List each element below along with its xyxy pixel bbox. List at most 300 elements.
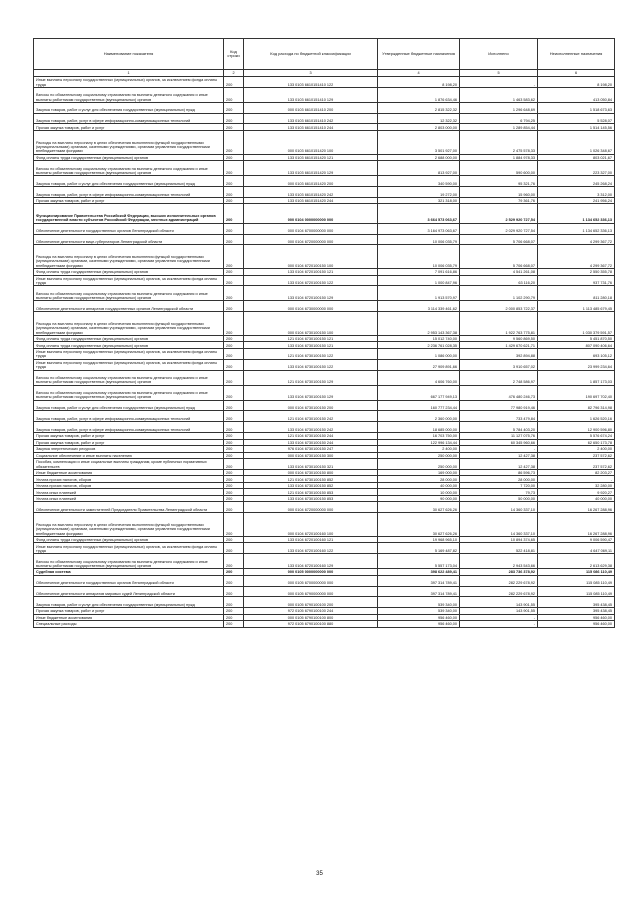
approved-amount-cell: 2 803 000,00 bbox=[378, 124, 460, 131]
indicator-name-cell: Прочая закупка товаров, работ и услуг bbox=[34, 433, 224, 440]
remaining-amount-cell: 16 267 288,96 bbox=[538, 502, 615, 513]
executed-amount-cell: 392 894,88 bbox=[460, 348, 538, 359]
approved-amount-cell: 12 322,32 bbox=[378, 113, 460, 124]
column-number: 6 bbox=[538, 70, 615, 77]
table-row bbox=[34, 597, 615, 608]
budget-code-cell: 000 0105 6790100100 800 bbox=[244, 614, 378, 621]
remaining-amount-cell: 237 572,62 bbox=[538, 452, 615, 459]
budget-code-cell: 133 0103 6610151420 242 bbox=[244, 187, 378, 198]
budget-code-cell: 133 0104 6720100160 122 bbox=[244, 543, 378, 554]
executed-amount-cell: 1 102 290,79 bbox=[460, 286, 538, 301]
table-row bbox=[34, 176, 615, 187]
table-row bbox=[34, 513, 615, 537]
line-code-cell: 200 bbox=[224, 400, 244, 411]
executed-amount-cell: 15 960,00 bbox=[460, 187, 538, 198]
line-code-cell: 200 bbox=[224, 312, 244, 336]
header-line-code: Код строки bbox=[224, 39, 244, 70]
indicator-name-cell: Обеспечение деятельности государственных органов Ленинградской области bbox=[34, 575, 224, 586]
report-sheet bbox=[33, 38, 614, 628]
column-number: 4 bbox=[378, 70, 460, 77]
indicator-name-cell: Закупка товаров, работ, услуг в сфере информационно-коммуникационных технологий bbox=[34, 187, 224, 198]
line-code-cell: 200 bbox=[224, 124, 244, 131]
executed-amount-cell: - bbox=[460, 614, 538, 621]
table-row bbox=[34, 543, 615, 554]
remaining-amount-cell: 190 697 702,40 bbox=[538, 385, 615, 400]
budget-code-cell: 000 0104 6730100150 800 bbox=[244, 469, 378, 476]
approved-amount-cell: 1 913 570,97 bbox=[378, 286, 460, 301]
remaining-amount-cell: 395 438,45 bbox=[538, 597, 615, 608]
approved-amount-cell: 90 000,00 bbox=[378, 495, 460, 502]
remaining-amount-cell: 413 050,84 bbox=[538, 87, 615, 102]
header-executed: Исполнено bbox=[460, 39, 538, 70]
executed-amount-cell: 86 596,73 bbox=[460, 469, 538, 476]
indicator-name-cell: Прочая закупка товаров, работ и услуг bbox=[34, 197, 224, 204]
line-code-cell: 200 bbox=[224, 130, 244, 154]
line-code-cell: 200 bbox=[224, 161, 244, 176]
remaining-amount-cell: 8 198,20 bbox=[538, 77, 615, 88]
indicator-name-cell: Обеспечение деятельности аппаратов мировых судей Ленинградской области bbox=[34, 586, 224, 597]
line-code-cell: 200 bbox=[224, 204, 244, 223]
budget-code-cell: 133 0104 6720100150 121 bbox=[244, 269, 378, 276]
indicator-name-cell: Иные бюджетные ассигнования bbox=[34, 614, 224, 621]
line-code-cell: 200 bbox=[224, 154, 244, 161]
budget-code-cell: 000 0104 0000000000 000 bbox=[244, 204, 378, 223]
budget-code-cell: 121 0104 6730100150 129 bbox=[244, 370, 378, 385]
executed-amount-cell: 2 029 920 727,54 bbox=[460, 223, 538, 234]
budget-code-cell: 133 0104 6730100150 122 bbox=[244, 359, 378, 370]
remaining-amount-cell: 241 956,24 bbox=[538, 197, 615, 204]
remaining-amount-cell: 115 085 110,49 bbox=[538, 575, 615, 586]
line-code-cell: 200 bbox=[224, 223, 244, 234]
indicator-name-cell: Социальное обеспечение и иные выплаты населению bbox=[34, 452, 224, 459]
remaining-amount-cell: 2 550 355,78 bbox=[538, 269, 615, 276]
line-code-cell: 200 bbox=[224, 597, 244, 608]
executed-amount-cell: 2 475 578,33 bbox=[460, 130, 538, 154]
budget-code-cell: 972 0105 6790100100 880 bbox=[244, 621, 378, 628]
table-row bbox=[34, 77, 615, 88]
table-row bbox=[34, 286, 615, 301]
line-code-cell: 200 bbox=[224, 575, 244, 586]
indicator-name-cell: Закупка товаров, работ, услуг в сфере информационно-коммуникационных технологий bbox=[34, 422, 224, 433]
remaining-amount-cell: 115 085 110,49 bbox=[538, 586, 615, 597]
remaining-amount-cell: 5 451 870,50 bbox=[538, 335, 615, 342]
line-code-cell: 200 bbox=[224, 87, 244, 102]
budget-code-cell: 000 0104 6720000000 000 bbox=[244, 234, 378, 245]
page-number: 35 bbox=[316, 871, 323, 877]
remaining-amount-cell: 1 514 145,56 bbox=[538, 124, 615, 131]
table-row bbox=[34, 87, 615, 102]
table-row bbox=[34, 459, 615, 470]
executed-amount-cell: 12 427,38 bbox=[460, 452, 538, 459]
executed-amount-cell: - bbox=[460, 77, 538, 88]
indicator-name-cell: Прочая закупка товаров, работ и услуг bbox=[34, 608, 224, 615]
executed-amount-cell: 50 000,00 bbox=[460, 495, 538, 502]
remaining-amount-cell: 9 920,27 bbox=[538, 489, 615, 496]
table-row bbox=[34, 348, 615, 359]
indicator-name-cell: Закупка товаров, работ, услуг в сфере информационно-коммуникационных технологий bbox=[34, 411, 224, 422]
budget-code-cell: 000 0104 6720100150 100 bbox=[244, 245, 378, 269]
executed-amount-cell: 1 922 763 775,81 bbox=[460, 312, 538, 336]
remaining-amount-cell: 4 299 367,72 bbox=[538, 234, 615, 245]
executed-amount-cell: 1 463 583,62 bbox=[460, 87, 538, 102]
line-code-cell: 200 bbox=[224, 614, 244, 621]
approved-amount-cell: 18 685 000,00 bbox=[378, 422, 460, 433]
line-code-cell: 200 bbox=[224, 113, 244, 124]
table-row bbox=[34, 154, 615, 161]
approved-amount-cell: 10 000,00 bbox=[378, 489, 460, 496]
remaining-amount-cell: - bbox=[538, 476, 615, 483]
line-code-cell: 200 bbox=[224, 569, 244, 576]
executed-amount-cell: 79,73 bbox=[460, 489, 538, 496]
table-row bbox=[34, 554, 615, 569]
approved-amount-cell: 15 012 740,00 bbox=[378, 335, 460, 342]
executed-amount-cell: - bbox=[460, 621, 538, 628]
line-code-cell: 200 bbox=[224, 554, 244, 569]
table-row bbox=[34, 275, 615, 286]
indicator-name-cell: Взносы по обязательному социальному страхованию на выплаты денежного содержания и иные выплаты работникам государственных (муниципальных) органов bbox=[34, 161, 224, 176]
table-row bbox=[34, 422, 615, 433]
indicator-name-cell: Закупка товаров, работ и услуг для обеспечения государственных (муниципальных) нужд bbox=[34, 102, 224, 113]
indicator-name-cell: Обеспечение деятельности вице-губернаторов Ленинградской области bbox=[34, 234, 224, 245]
indicator-name-cell: Расходы на выплаты персоналу в целях обеспечения выполнения функций государственными (муниципальными) органами, казенными учреждениями, органами управления государственными внебюджетными фондами bbox=[34, 130, 224, 154]
indicator-name-cell: Судебная система bbox=[34, 569, 224, 576]
approved-amount-cell: 340 590,00 bbox=[378, 176, 460, 187]
approved-amount-cell: 28 000,00 bbox=[378, 476, 460, 483]
indicator-name-cell: Иные выплаты персоналу государственных (муниципальных) органов, за исключением фонда оплаты труда bbox=[34, 348, 224, 359]
indicator-name-cell: Прочая закупка товаров, работ и услуг bbox=[34, 124, 224, 131]
indicator-name-cell: Закупка товаров, работ, услуг в сфере информационно-коммуникационных технологий bbox=[34, 113, 224, 124]
budget-code-cell: 976 0104 6730100150 247 bbox=[244, 446, 378, 453]
executed-amount-cell: - bbox=[460, 446, 538, 453]
remaining-amount-cell: 223 327,00 bbox=[538, 161, 615, 176]
remaining-amount-cell: 811 280,18 bbox=[538, 286, 615, 301]
line-code-cell: 200 bbox=[224, 452, 244, 459]
indicator-name-cell: Фонд оплаты труда государственных (муниципальных) органов bbox=[34, 269, 224, 276]
indicator-name-cell: Иные выплаты персоналу государственных (муниципальных) органов, за исключением фонда оплаты труда bbox=[34, 359, 224, 370]
approved-amount-cell: 1 086 000,00 bbox=[378, 348, 460, 359]
remaining-amount-cell: 956 460,00 bbox=[538, 614, 615, 621]
budget-code-cell: 133 0103 6610151410 122 bbox=[244, 77, 378, 88]
indicator-name-cell: Уплата прочих налогов, сборов bbox=[34, 482, 224, 489]
executed-amount-cell: 6 794,25 bbox=[460, 113, 538, 124]
budget-code-cell: 000 0104 6720100160 100 bbox=[244, 513, 378, 537]
budget-code-cell: 133 0104 6720100160 121 bbox=[244, 536, 378, 543]
table-row bbox=[34, 234, 615, 245]
budget-code-cell: 133 0104 6730100150 244 bbox=[244, 439, 378, 446]
executed-amount-cell: 77 980 919,46 bbox=[460, 400, 538, 411]
table-row bbox=[34, 502, 615, 513]
budget-code-cell: 133 0103 6610151410 242 bbox=[244, 113, 378, 124]
budget-code-cell: 133 0104 6730100150 853 bbox=[244, 495, 378, 502]
table-row bbox=[34, 161, 615, 176]
budget-code-cell: 133 0104 6730100150 121 bbox=[244, 342, 378, 349]
approved-amount-cell: 10 006 035,79 bbox=[378, 234, 460, 245]
line-code-cell: 200 bbox=[224, 586, 244, 597]
executed-amount-cell: 2 529 920 727,54 bbox=[460, 204, 538, 223]
remaining-amount-cell: 1 030 379 591,57 bbox=[538, 312, 615, 336]
approved-amount-cell: 2 400,00 bbox=[378, 446, 460, 453]
remaining-amount-cell: 82 203,27 bbox=[538, 469, 615, 476]
line-code-cell: 200 bbox=[224, 543, 244, 554]
remaining-amount-cell: 9 006 590,47 bbox=[538, 536, 615, 543]
line-code-cell: 200 bbox=[224, 348, 244, 359]
indicator-name-cell: Взносы по обязательному социальному страхованию на выплаты денежного содержания и иные выплаты работникам государственных (муниципальных) органов bbox=[34, 286, 224, 301]
approved-amount-cell: 19 272,00 bbox=[378, 187, 460, 198]
remaining-amount-cell: 16 267 288,96 bbox=[538, 513, 615, 537]
budget-code-cell: 000 0103 6610151420 100 bbox=[244, 130, 378, 154]
remaining-amount-cell: 1 626 520,16 bbox=[538, 411, 615, 422]
line-code-cell: 200 bbox=[224, 513, 244, 537]
budget-code-cell: 133 0104 6730100150 242 bbox=[244, 422, 378, 433]
budget-code-cell: 133 0103 6610151410 129 bbox=[244, 87, 378, 102]
approved-amount-cell: 667 177 949,13 bbox=[378, 385, 460, 400]
approved-amount-cell: 321 318,00 bbox=[378, 197, 460, 204]
executed-amount-cell: 283 736 378,92 bbox=[460, 569, 538, 576]
indicator-name-cell: Взносы по обязательному социальному страхованию на выплаты денежного содержания и иные выплаты работникам государственных (муниципальных) органов bbox=[34, 554, 224, 569]
table-row bbox=[34, 370, 615, 385]
remaining-amount-cell: 4 299 367,72 bbox=[538, 245, 615, 269]
remaining-amount-cell: 1 857 173,03 bbox=[538, 370, 615, 385]
indicator-name-cell: Фонд оплаты труда государственных (муниципальных) органов bbox=[34, 154, 224, 161]
table-row bbox=[34, 575, 615, 586]
line-code-cell: 200 bbox=[224, 446, 244, 453]
table-row bbox=[34, 102, 615, 113]
executed-amount-cell: 11 127 075,76 bbox=[460, 433, 538, 440]
executed-amount-cell: 1 289 854,44 bbox=[460, 124, 538, 131]
executed-amount-cell: 5 706 668,07 bbox=[460, 234, 538, 245]
indicator-name-cell: Взносы по обязательному социальному страхованию на выплаты денежного содержания и иные выплаты работникам государственных (муниципальных) органов bbox=[34, 87, 224, 102]
approved-amount-cell: 16 703 750,00 bbox=[378, 433, 460, 440]
line-code-cell: 200 bbox=[224, 286, 244, 301]
column-number: 5 bbox=[460, 70, 538, 77]
remaining-amount-cell: 1 113 485 679,45 bbox=[538, 301, 615, 312]
remaining-amount-cell: 12 900 596,80 bbox=[538, 422, 615, 433]
budget-code-cell: 133 0103 6610151420 244 bbox=[244, 197, 378, 204]
approved-amount-cell: 250 000,00 bbox=[378, 452, 460, 459]
line-code-cell: 200 bbox=[224, 342, 244, 349]
line-code-cell: 200 bbox=[224, 411, 244, 422]
budget-code-cell: 133 0103 6610151420 121 bbox=[244, 154, 378, 161]
approved-amount-cell: 10 006 035,79 bbox=[378, 245, 460, 269]
remaining-amount-cell: 1 518 673,63 bbox=[538, 102, 615, 113]
approved-amount-cell: 956 460,00 bbox=[378, 621, 460, 628]
executed-amount-cell: 2 748 586,97 bbox=[460, 370, 538, 385]
table-row bbox=[34, 113, 615, 124]
budget-code-cell: 000 0104 6700000000 000 bbox=[244, 223, 378, 234]
table-row bbox=[34, 536, 615, 543]
table-header-row bbox=[34, 39, 615, 70]
indicator-name-cell: Иные выплаты персоналу государственных (муниципальных) органов, за исключением фонда оплаты труда bbox=[34, 543, 224, 554]
executed-amount-cell: 12 427,38 bbox=[460, 459, 538, 470]
remaining-amount-cell: 3 312,00 bbox=[538, 187, 615, 198]
line-code-cell: 200 bbox=[224, 536, 244, 543]
approved-amount-cell: 3 664 573 063,67 bbox=[378, 204, 460, 223]
approved-amount-cell: 813 927,00 bbox=[378, 161, 460, 176]
executed-amount-cell: 5 784 403,20 bbox=[460, 422, 538, 433]
remaining-amount-cell: 2 613 629,38 bbox=[538, 554, 615, 569]
indicator-name-cell: Иные выплаты персоналу государственных (муниципальных) органов, за исключением фонда оплаты труда bbox=[34, 275, 224, 286]
remaining-amount-cell: 23 999 234,64 bbox=[538, 359, 615, 370]
budget-code-cell: 000 0104 6730100150 300 bbox=[244, 452, 378, 459]
budget-code-cell: 000 0103 6610151420 200 bbox=[244, 176, 378, 187]
remaining-amount-cell: 937 731,76 bbox=[538, 275, 615, 286]
line-code-cell: 200 bbox=[224, 476, 244, 483]
header-budget-code: Код расхода по бюджетной классификации bbox=[244, 39, 378, 70]
indicator-name-cell: Расходы на выплаты персоналу в целях обеспечения выполнения функций государственными (муниципальными) органами, казенными учреждениями, органами управления государственными внебюджетными фондами bbox=[34, 312, 224, 336]
indicator-name-cell: Закупка товаров, работ и услуг для обеспечения государственных (муниципальных) нужд bbox=[34, 176, 224, 187]
approved-amount-cell: 3 501 927,00 bbox=[378, 130, 460, 154]
budget-code-cell: 121 0104 6730100150 852 bbox=[244, 476, 378, 483]
header-approved: Утвержденные бюджетные назначения bbox=[378, 39, 460, 70]
line-code-cell: 200 bbox=[224, 176, 244, 187]
budget-code-cell: 000 0104 6730100150 200 bbox=[244, 400, 378, 411]
approved-amount-cell: 397 314 789,41 bbox=[378, 586, 460, 597]
indicator-name-cell: Закупка товаров, работ и услуг для обеспечения государственных (муниципальных) нужд bbox=[34, 400, 224, 411]
remaining-amount-cell: 1 134 652 336,13 bbox=[538, 223, 615, 234]
approved-amount-cell: 7 091 616,86 bbox=[378, 269, 460, 276]
indicator-name-cell: Обеспечение деятельности аппаратов государственных органов Ленинградской области bbox=[34, 301, 224, 312]
line-code-cell: 200 bbox=[224, 77, 244, 88]
approved-amount-cell: 398 622 489,41 bbox=[378, 569, 460, 576]
indicator-name-cell: Прочая закупка товаров, работ и услуг bbox=[34, 439, 224, 446]
budget-code-cell: 121 0104 6730100150 122 bbox=[244, 348, 378, 359]
table-row bbox=[34, 223, 615, 234]
budget-code-cell: 133 0104 6730100150 321 bbox=[244, 459, 378, 470]
budget-code-cell: 000 0104 6720000000 000 bbox=[244, 502, 378, 513]
approved-amount-cell: 956 460,00 bbox=[378, 614, 460, 621]
remaining-amount-cell: 2 400,00 bbox=[538, 446, 615, 453]
table-row bbox=[34, 312, 615, 336]
budget-code-cell: 133 0103 6610151410 244 bbox=[244, 124, 378, 131]
column-number-row bbox=[34, 70, 615, 77]
executed-amount-cell: 2 000 853 722,37 bbox=[460, 301, 538, 312]
line-code-cell: 200 bbox=[224, 459, 244, 470]
remaining-amount-cell: 237 572,62 bbox=[538, 459, 615, 470]
indicator-name-cell: Расходы на выплаты персоналу в целях обеспечения выполнения функций государственными (муниципальными) органами, казенными учреждениями, органами управления государственными внебюджетными фондами bbox=[34, 245, 224, 269]
approved-amount-cell: 122 996 134,44 bbox=[378, 439, 460, 446]
approved-amount-cell: 1 876 634,46 bbox=[378, 87, 460, 102]
remaining-amount-cell: 40 000,00 bbox=[538, 495, 615, 502]
remaining-amount-cell: 803 021,67 bbox=[538, 154, 615, 161]
table-row bbox=[34, 187, 615, 198]
executed-amount-cell: 7 720,00 bbox=[460, 482, 538, 489]
line-code-cell: 200 bbox=[224, 608, 244, 615]
table-row bbox=[34, 586, 615, 597]
budget-code-cell: 121 0104 6730100150 242 bbox=[244, 411, 378, 422]
line-code-cell: 200 bbox=[224, 197, 244, 204]
budget-code-cell: 000 0105 6700000000 000 bbox=[244, 575, 378, 586]
remaining-amount-cell: 5 528,07 bbox=[538, 113, 615, 124]
line-code-cell: 200 bbox=[224, 234, 244, 245]
executed-amount-cell: 143 901,55 bbox=[460, 597, 538, 608]
indicator-name-cell: Иные выплаты персоналу государственных (муниципальных) органов, за исключением фонда оплаты труда bbox=[34, 77, 224, 88]
approved-amount-cell: 27 909 891,66 bbox=[378, 359, 460, 370]
budget-code-cell: 000 0105 0000000000 000 bbox=[244, 569, 378, 576]
approved-amount-cell: 8 198,20 bbox=[378, 77, 460, 88]
approved-amount-cell: 539 340,00 bbox=[378, 608, 460, 615]
indicator-name-cell: Взносы по обязательному социальному страхованию на выплаты денежного содержания и иные выплаты работникам государственных (муниципальных) органов bbox=[34, 370, 224, 385]
line-code-cell: 200 bbox=[224, 301, 244, 312]
indicator-name-cell: Фонд оплаты труда государственных (муниципальных) органов bbox=[34, 536, 224, 543]
approved-amount-cell: 539 340,00 bbox=[378, 597, 460, 608]
remaining-amount-cell: 395 438,45 bbox=[538, 608, 615, 615]
indicator-name-cell: Обеспечение деятельности государственных органов Ленинградской области bbox=[34, 223, 224, 234]
header-remaining: Неисполненные назначения bbox=[538, 39, 615, 70]
budget-code-cell: 133 0104 6720100150 129 bbox=[244, 286, 378, 301]
indicator-name-cell: Уплата иных платежей bbox=[34, 495, 224, 502]
approved-amount-cell: 40 000,00 bbox=[378, 482, 460, 489]
budget-code-cell: 000 0104 6730000000 000 bbox=[244, 301, 378, 312]
remaining-amount-cell: 807 090 406,64 bbox=[538, 342, 615, 349]
indicator-name-cell: Взносы по обязательному социальному страхованию на выплаты денежного содержания и иные выплаты работникам государственных (муниципальных) органов bbox=[34, 385, 224, 400]
approved-amount-cell: 169 000,00 bbox=[378, 469, 460, 476]
line-code-cell: 200 bbox=[224, 359, 244, 370]
executed-amount-cell: 14 360 337,10 bbox=[460, 513, 538, 537]
table-row bbox=[34, 204, 615, 223]
budget-code-cell: 121 0104 6730100150 853 bbox=[244, 489, 378, 496]
remaining-amount-cell: 62 650 173,78 bbox=[538, 439, 615, 446]
approved-amount-cell: 3 114 339 461,62 bbox=[378, 301, 460, 312]
approved-amount-cell: 397 314 789,41 bbox=[378, 575, 460, 586]
approved-amount-cell: 160 777 234,44 bbox=[378, 400, 460, 411]
approved-amount-cell: 30 627 626,26 bbox=[378, 513, 460, 537]
executed-amount-cell: 3 910 657,02 bbox=[460, 359, 538, 370]
approved-amount-cell: 19 968 965,10 bbox=[378, 536, 460, 543]
line-code-cell: 200 bbox=[224, 495, 244, 502]
executed-amount-cell: 2 943 543,66 bbox=[460, 554, 538, 569]
line-code-cell: 200 bbox=[224, 275, 244, 286]
line-code-cell: 200 bbox=[224, 335, 244, 342]
executed-amount-cell: 522 418,81 bbox=[460, 543, 538, 554]
column-number: 3 bbox=[244, 70, 378, 77]
line-code-cell: 200 bbox=[224, 502, 244, 513]
line-code-cell: 200 bbox=[224, 245, 244, 269]
indicator-name-cell: Фонд оплаты труда государственных (муниципальных) органов bbox=[34, 342, 224, 349]
line-code-cell: 200 bbox=[224, 482, 244, 489]
budget-code-cell: 133 0104 6720100150 122 bbox=[244, 275, 378, 286]
line-code-cell: 200 bbox=[224, 489, 244, 496]
executed-amount-cell: 476 480 246,73 bbox=[460, 385, 538, 400]
budget-code-cell: 133 0104 6730100150 852 bbox=[244, 482, 378, 489]
table-row bbox=[34, 621, 615, 628]
remaining-amount-cell: 82 796 314,98 bbox=[538, 400, 615, 411]
budget-code-cell: 972 0105 6790100100 244 bbox=[244, 608, 378, 615]
line-code-cell: 200 bbox=[224, 187, 244, 198]
table-row bbox=[34, 359, 615, 370]
indicator-name-cell: Уплата прочих налогов, сборов bbox=[34, 476, 224, 483]
column-number: 1 bbox=[34, 70, 224, 77]
remaining-amount-cell: 4 647 069,11 bbox=[538, 543, 615, 554]
executed-amount-cell: 282 229 678,92 bbox=[460, 575, 538, 586]
budget-code-cell: 133 0104 6730100150 129 bbox=[244, 385, 378, 400]
approved-amount-cell: 3 164 973 063,67 bbox=[378, 223, 460, 234]
approved-amount-cell: 250 000,00 bbox=[378, 459, 460, 470]
line-code-cell: 200 bbox=[224, 469, 244, 476]
executed-amount-cell: 28 000,00 bbox=[460, 476, 538, 483]
executed-amount-cell: 282 229 678,92 bbox=[460, 586, 538, 597]
executed-amount-cell: 1 429 670 621,71 bbox=[460, 342, 538, 349]
remaining-amount-cell: 245 268,24 bbox=[538, 176, 615, 187]
table-row bbox=[34, 452, 615, 459]
approved-amount-cell: 4 606 760,00 bbox=[378, 370, 460, 385]
table-row bbox=[34, 411, 615, 422]
table-row bbox=[34, 385, 615, 400]
column-number: 2 bbox=[224, 70, 244, 77]
executed-amount-cell: 14 360 337,10 bbox=[460, 502, 538, 513]
executed-amount-cell: 63 116,20 bbox=[460, 275, 538, 286]
budget-execution-table bbox=[33, 38, 615, 628]
budget-code-cell: 133 0103 6610151420 129 bbox=[244, 161, 378, 176]
